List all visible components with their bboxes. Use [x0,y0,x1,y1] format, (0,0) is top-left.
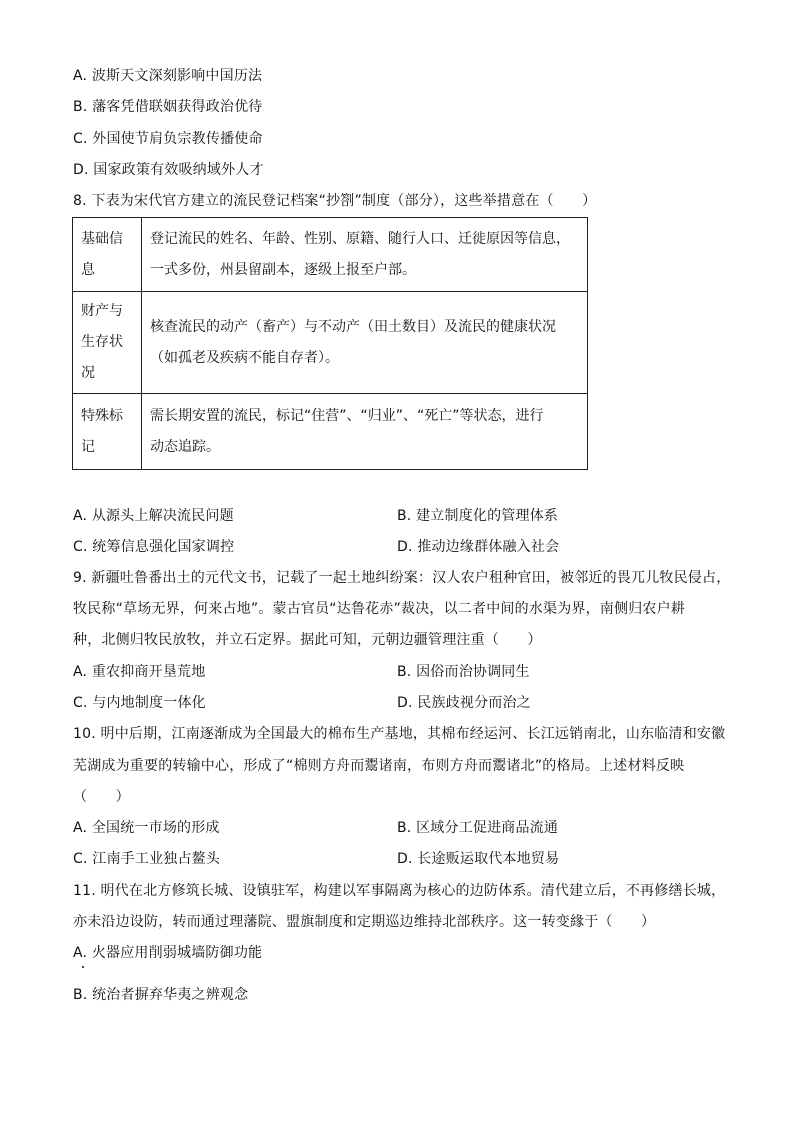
q8-option-a: A. 从源头上解决流民问题 [73,508,234,524]
stray-dot [82,966,84,968]
q11-option-b: B. 统治者摒弃华夷之辨观念 [73,987,249,1003]
q10-option-c: C. 江南手工业独占鳌头 [73,851,221,867]
q8-option-c: C. 统筹信息强化国家调控 [73,539,235,555]
header-line: 息 [81,261,95,278]
table-header-cell [73,292,142,394]
q7-option-b: B. 藩客凭借联姻获得政治优待 [73,99,263,115]
content-line: 一式多份，州县留副本，逐级上报至户部。 [150,261,416,278]
header-line: 基础信 [81,230,123,247]
content-line: 核查流民的动产（畜产）与不动产（田土数目）及流民的健康状况 [150,318,556,335]
q11-stem-line: 11. 明代在北方修筑长城、设镇驻军，构建以军事隔离为核心的边防体系。清代建立后，不再修缮长城， [73,883,726,899]
q9-option-a: A. 重农抑商开垦荒地 [73,664,206,680]
header-line: 财产与 [81,303,123,319]
q7-option-d: D. 国家政策有效吸纳域外人才 [73,162,264,178]
q8-option-d: D. 推动边缘群体融入社会 [397,539,560,555]
q9-stem-line: 9. 新疆吐鲁番出土的元代文书，记载了一起土地纠纷案：汉人农户租种官田，被邻近的畏兀儿牧民侵占， [73,570,731,586]
content-line: （如孤老及疾病不能自存者）。 [150,349,339,366]
q9-option-d: D. 民族歧视分而治之 [397,695,531,711]
header-line: 记 [81,438,95,455]
q11-option-a: A. 火器应用削弱城墙防御功能 [73,945,263,961]
table-content-cell [142,218,588,292]
q7-option-c: C. 外国使节肩负宗教传播使命 [73,131,263,147]
q9-option-b: B. 因俗而治协调同生 [397,664,530,680]
q8-option-b: B. 建立制度化的管理体系 [397,508,559,524]
q9-option-c: C. 与内地制度一体化 [73,695,206,711]
content-line: 动态追踪。 [150,438,220,455]
q8-stem: 8. 下表为宋代官方建立的流民登记档案“抄劄”制度（部分），这些举措意在（ ） [73,193,597,209]
header-line: 生存状 [81,334,123,350]
content-line: 登记流民的姓名、年龄、性别、原籍、随行人口、迁徙原因等信息， [150,230,570,247]
header-line: 特殊标 [81,407,123,424]
table-content-cell [142,292,588,394]
header-line: 况 [81,365,95,381]
q10-option-a: A. 全国统一市场的形成 [73,820,220,836]
q10-stem-line: 10. 明中后期，江南逐渐成为全国最大的棉布生产基地，其棉布经运河、长江远销南北，山东临清和安徽 [73,726,726,742]
q7-option-a: A. 波斯天文深刻影响中国历法 [73,68,263,84]
table-row [73,394,588,470]
q10-stem-line: 芜湖成为重要的转输中心，形成了“棉则方舟而鬻诸南，布则方舟而鬻诸北”的格局。上述材料反映 [73,758,685,774]
table-row [73,218,588,292]
table-content-cell [142,394,588,470]
q10-option-d: D. 长途贩运取代本地贸易 [397,851,560,867]
table-header-cell [73,218,142,292]
table-header-cell [73,394,142,470]
q9-stem-line: 牧民称“草场无界，何来占地”。蒙古官员“达鲁花赤”裁决，以二者中间的水渠为界，南侧归农户耕 [73,601,686,617]
q9-stem-line: 种，北侧归牧民放牧，并立石定界。据此可知，元朝边疆管理注重（ ） [73,632,542,648]
q10-stem-line: （ ） [73,789,130,805]
table-row [73,292,588,394]
q8-table [72,217,588,470]
q10-option-b: B. 区域分工促进商品流通 [397,820,559,836]
q11-stem-line: 亦未沿边设防，转而通过理藩院、盟旗制度和定期巡边维持北部秩序。这一转变緣于（ ） [73,914,656,930]
content-line: 需长期安置的流民，标记“住营”、“归业”、“死亡”等状态，进行 [150,407,544,424]
